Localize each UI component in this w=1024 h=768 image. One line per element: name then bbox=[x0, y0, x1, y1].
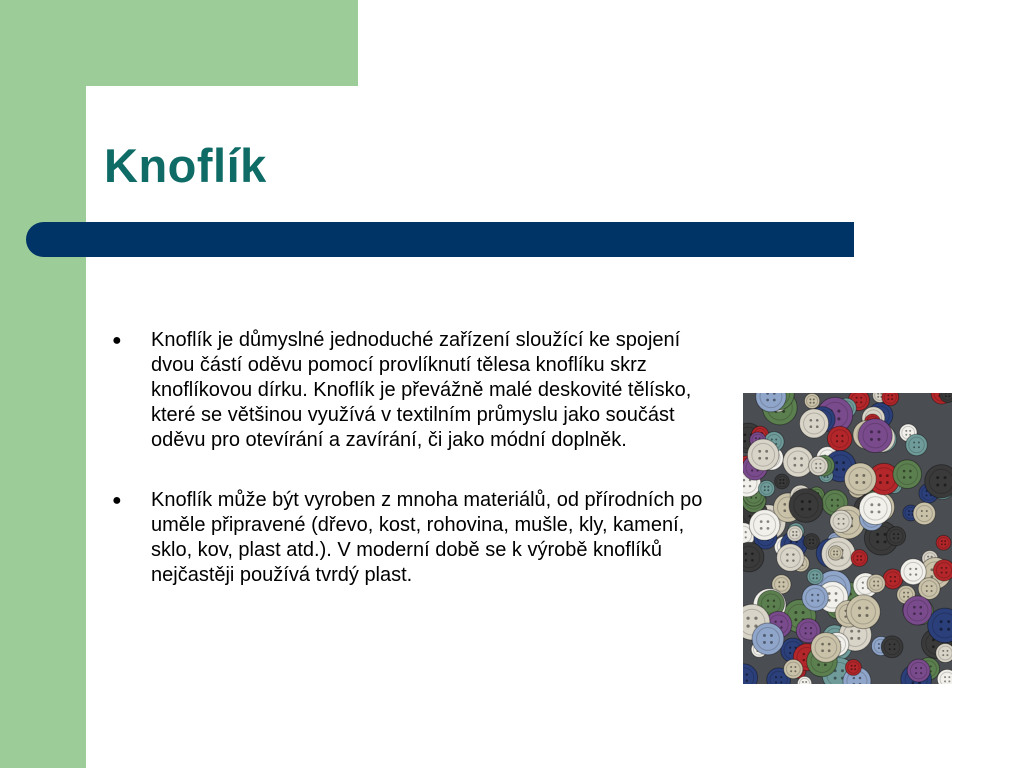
button-shape bbox=[752, 623, 784, 655]
button-shape bbox=[787, 526, 802, 541]
slide-content bbox=[112, 328, 712, 623]
button-shape bbox=[925, 465, 952, 498]
button-shape bbox=[783, 447, 813, 477]
button-shape bbox=[809, 456, 828, 475]
button-shape bbox=[775, 474, 790, 489]
button-shape bbox=[903, 596, 932, 625]
button-shape bbox=[827, 426, 852, 451]
button-shape bbox=[882, 393, 899, 406]
bullet-item bbox=[112, 488, 712, 588]
button-shape bbox=[906, 434, 928, 456]
content-corner bbox=[86, 86, 146, 146]
button-shape bbox=[804, 534, 820, 550]
accent-green-top bbox=[0, 0, 358, 86]
button-shape bbox=[936, 643, 952, 662]
button-shape bbox=[830, 510, 852, 532]
title-divider-bar bbox=[26, 222, 854, 257]
button-shape bbox=[907, 659, 930, 682]
button-shape bbox=[799, 409, 828, 438]
button-shape bbox=[859, 492, 892, 525]
button-shape bbox=[804, 393, 819, 408]
button-shape bbox=[858, 419, 892, 453]
bullet-text: Knoflík je důmyslné jednoduché zařízení sloužící ke spojení dvou částí oděvu pomocí provlíknutí tělesa knoflíku skrz knoflíkovou dírku. Knoflík je převážně malé deskovité tělísko, které se většinou využívá v textilním průmyslu jako součást oděvu pro otevírání a zavírání, či jako módní doplněk. bbox=[151, 329, 692, 451]
slide-title: Knoflík bbox=[104, 139, 267, 192]
button-shape bbox=[893, 460, 922, 489]
buttons-photo bbox=[743, 393, 952, 684]
button-shape bbox=[881, 636, 903, 658]
button-shape bbox=[749, 510, 780, 541]
button-shape bbox=[777, 544, 804, 571]
bullet-text: Knoflík může být vyroben z mnoha materiálů, od přírodních po uměle připravené (dřevo, kost, rohovina, mušle, kly, kamení, sklo, kov, plast atd.). V moderní době se k výrobě knoflíků nejčastěji používá tvrdý plast. bbox=[151, 489, 703, 586]
button-shape bbox=[811, 632, 841, 662]
button-shape bbox=[807, 568, 823, 584]
button-shape bbox=[867, 574, 885, 592]
button-shape bbox=[887, 527, 906, 546]
button-shape bbox=[845, 659, 861, 675]
button-shape bbox=[851, 550, 868, 567]
button-shape bbox=[913, 502, 935, 524]
bullet-item bbox=[112, 328, 712, 453]
button-shape bbox=[846, 595, 880, 629]
button-shape bbox=[844, 463, 876, 495]
button-shape bbox=[802, 585, 828, 611]
button-shape bbox=[789, 488, 823, 522]
bullet-dot-icon: ● bbox=[112, 492, 122, 509]
button-shape bbox=[936, 535, 951, 550]
button-shape bbox=[747, 439, 779, 471]
buttons-photo-graphic bbox=[743, 393, 952, 684]
button-shape bbox=[758, 480, 774, 496]
button-shape bbox=[828, 546, 842, 560]
accent-green-left bbox=[0, 0, 86, 768]
button-shape bbox=[743, 664, 758, 684]
button-shape bbox=[933, 560, 952, 581]
bullet-dot-icon: ● bbox=[112, 332, 122, 349]
button-shape bbox=[784, 659, 803, 678]
